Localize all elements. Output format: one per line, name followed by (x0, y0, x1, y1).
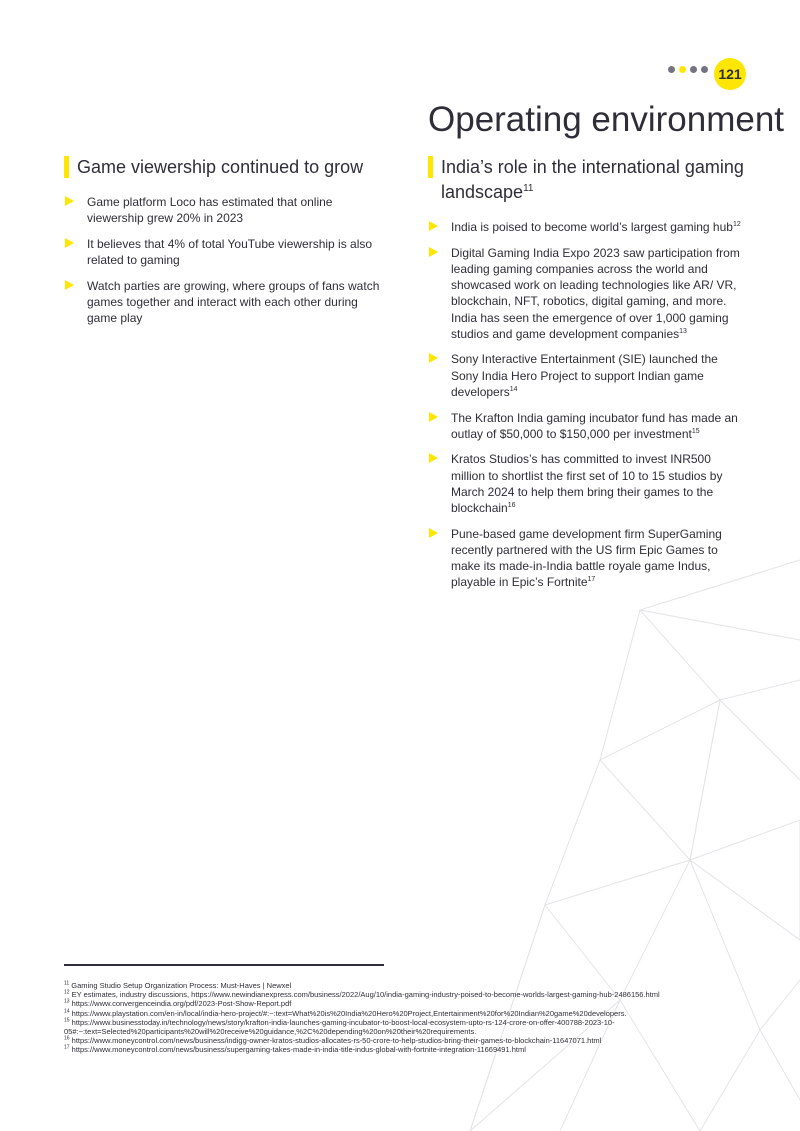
bullet-arrow-icon (429, 247, 438, 257)
section-heading-india-role: India’s role in the international gaming landscape$^{11}$ (428, 156, 748, 203)
footnote: $^{15}$ https://www.businesstoday.in/technology/news/story/krafton-india-launches-gaming-incubator-to-boost-local-ecosystem-upto-rs-124-crore-on-offer-400788-2023-10-05#:~:text=Selected%20participants%20will%20receive%20guidance,%2C%20depending%20on%20their%20requirements. (64, 1017, 615, 1037)
page-dot (668, 66, 675, 73)
footnote: $^{14}$ https://www.playstation.com/en-in/local/india-hero-project/#:~:text=What%20is%20India%20Hero%20Project,Entertainment%20for%20Indian%20game%20developers. (64, 1008, 627, 1018)
page-number-badge: 121 (714, 58, 746, 90)
right-column (428, 156, 748, 600)
footnote-number: 16 (64, 1035, 70, 1042)
footnote: $^{11}$ Gaming Studio Setup Organization Process: Must-Haves | Newxel (64, 980, 292, 990)
footnote-ref: 11 (523, 183, 534, 194)
list-item: Sony Interactive Entertainment (SIE) launched the Sony India Hero Project to support Indian game developers$^{14}$ (428, 351, 748, 400)
list-item: Watch parties are growing, where groups of fans watch games together and interact with each other during game play (64, 278, 382, 327)
bullet-arrow-icon (429, 353, 438, 363)
list-item: Pune-based game development firm SuperGaming recently partnered with the US firm Epic Games to make its made-in-India battle royale game Indus, playable in Epic’s Fortnite$^{17}$ (428, 526, 748, 591)
list-item: India is poised to become world’s largest gaming hub$^{12}$ (428, 219, 748, 235)
footnote-number: 17 (64, 1044, 70, 1051)
footnote-number: 12 (64, 989, 70, 996)
page-dot (701, 66, 708, 73)
footnote-number: 14 (64, 1008, 70, 1015)
footnote-number: 13 (64, 998, 70, 1005)
bullet-arrow-icon (429, 412, 438, 422)
list-item: Digital Gaming India Expo 2023 saw participation from leading gaming companies across the world and showcased work on leading technologies like AR/ VR, blockchain, NFT, robotics, digital gaming, and more. India has seen the emergence of over 1,000 gaming studios and game development companies$^{13}$ (428, 245, 748, 342)
bullet-arrow-icon (429, 528, 438, 538)
footnote-ref: 14 (509, 385, 518, 393)
footnote-number: 11 (64, 980, 70, 987)
page-dot (690, 66, 697, 73)
page-dot-active (679, 66, 686, 73)
footnote-divider (64, 964, 384, 966)
footnote: $^{12}$ EY estimates, industry discussions, https://www.newindianexpress.com/business/2022/Aug/10/india-gaming-industry-poised-to-become-worlds-largest-gaming-hub-2486156.html (64, 989, 660, 1000)
footnote: $^{17}$ https://www.moneycontrol.com/news/business/supergaming-takes-made-in-india-title-indus-global-with-fortnite-integration-11669491.html (64, 1044, 526, 1055)
bullet-arrow-icon (429, 453, 438, 463)
footnote-ref: 15 (691, 427, 700, 435)
list-item: The Krafton India gaming incubator fund has made an outlay of $50,000 to $150,000 per investment$^{15}$ (428, 410, 748, 442)
footnote: $^{16}$ https://www.moneycontrol.com/news/business/indigg-owner-kratos-studios-allocates-rs-50-crore-to-help-studios-bring-their-games-to-blockchain-11647071.html (64, 1035, 602, 1046)
left-column (64, 156, 382, 336)
footnote-ref: 17 (587, 576, 596, 584)
footnote-ref: 12 (732, 221, 741, 228)
section-heading-viewership: Game viewership continued to grow (64, 156, 382, 178)
footnote-number: 15 (64, 1017, 70, 1024)
list-item: Game platform Loco has estimated that online viewership grew 20% in 2023 (64, 194, 382, 226)
footnote: $^{13}$ https://www.convergenceindia.org/pdf/2023-Post-Show-Report.pdf (64, 998, 292, 1009)
bullet-arrow-icon (65, 196, 74, 206)
viewership-bullet-list (64, 194, 382, 326)
page-title: Operating environment (428, 100, 785, 139)
page-indicator-dots (668, 66, 708, 73)
footnote-ref: 13 (679, 327, 687, 335)
bullet-arrow-icon (429, 221, 438, 231)
bullet-arrow-icon (65, 238, 74, 248)
bullet-arrow-icon (65, 280, 74, 290)
list-item: Kratos Studios’s has committed to invest INR500 million to shortlist the first set of 10 to 15 studios by March 2024 to help them bring their games to the blockchain$^{16}$ (428, 451, 748, 516)
list-item: It believes that 4% of total YouTube viewership is also related to gaming (64, 236, 382, 268)
footnotes (64, 981, 744, 1055)
india-role-bullet-list (428, 219, 748, 591)
footnote-ref: 16 (507, 502, 516, 510)
